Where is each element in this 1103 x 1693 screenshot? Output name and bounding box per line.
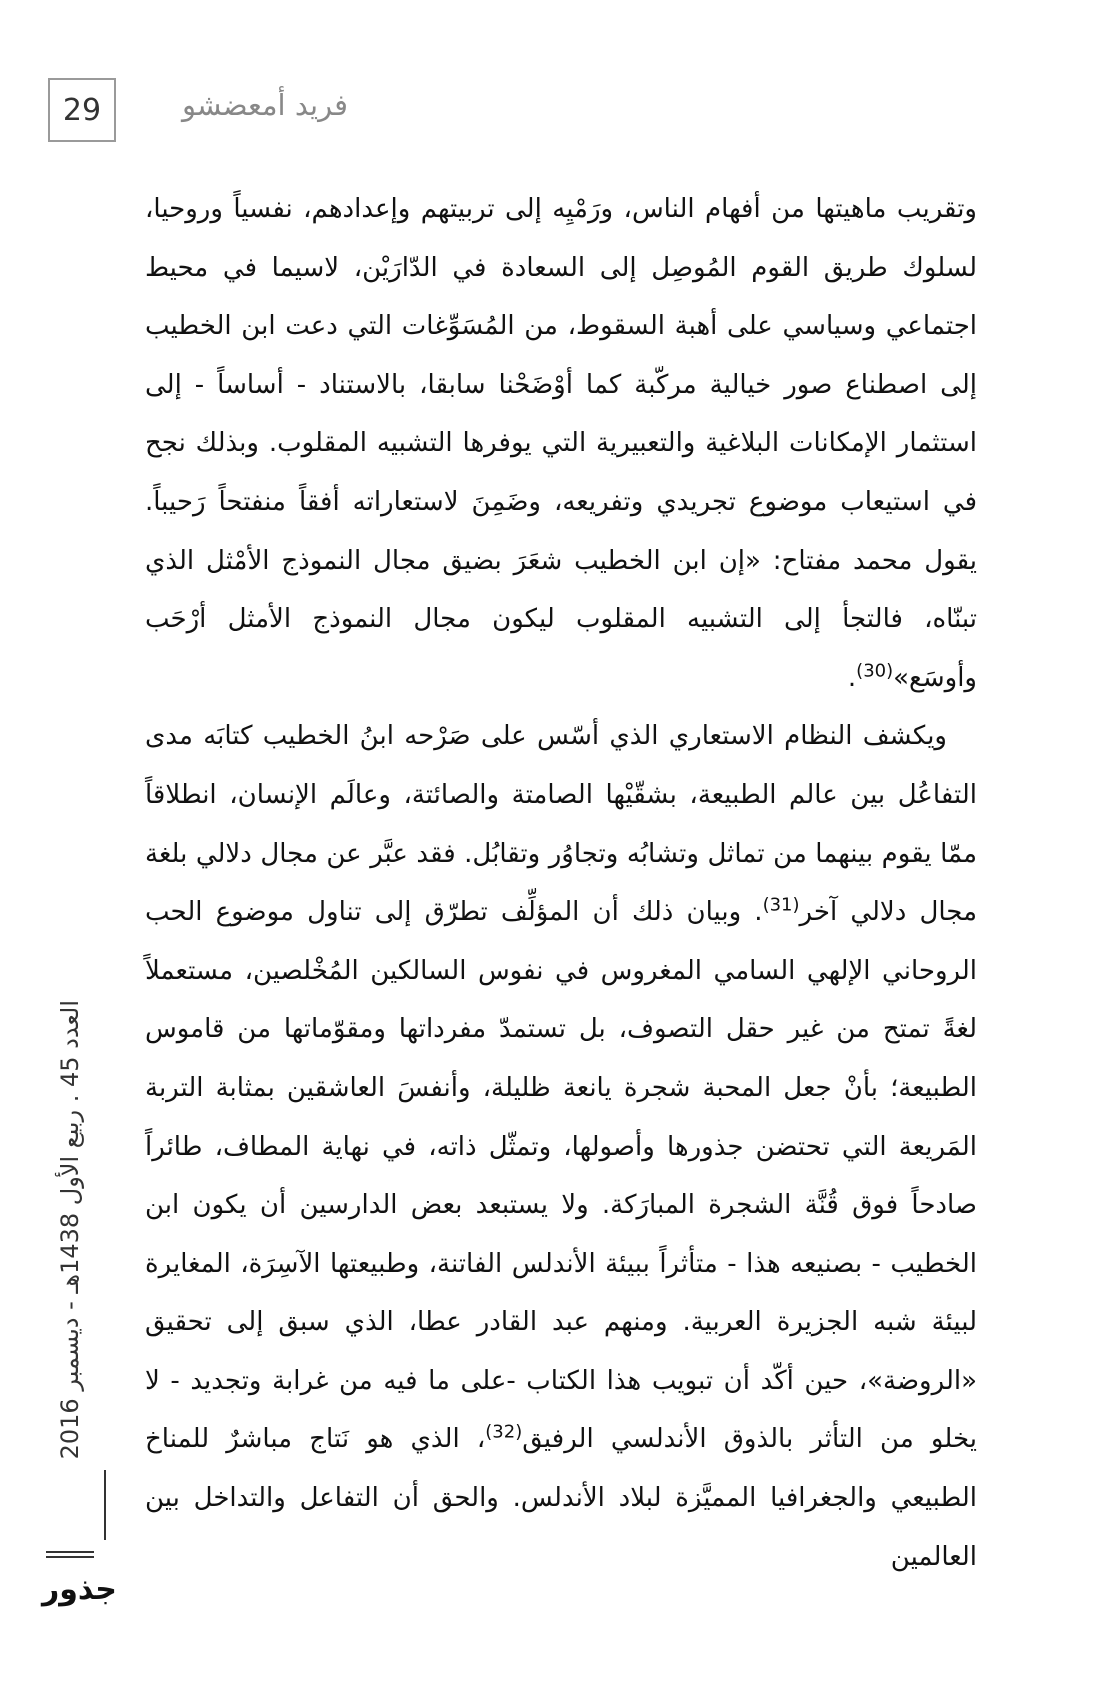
journal-logo: جذور — [42, 1572, 117, 1607]
paragraph — [145, 707, 977, 1586]
footnote-reference: (30) — [856, 660, 894, 682]
paragraph-text: ويكشف النظام الاستعاري الذي أسّس على صَرْحه ابنُ الخطيب كتابَه مدى التفاعُل بين عالم الطبيعة، بشقّيْها الصامتة والصائتة، وعالَم الإنسان، انطلاقاً ممّا يقوم بينهما من تماثل وتشابُه وتجاوُر وتقابُل. فقد عبَّر عن مجال دلالي بلغة مجال دلالي آخر — [145, 721, 977, 928]
side-margin — [46, 1000, 94, 1540]
paragraph-text: ، الذي هو نَتاج مباشرٌ للمناخ الطبيعي والجغرافيا المميَّزة لبلاد الأندلس. والحق أن التفاعل والتداخل بين العالمين — [145, 1424, 977, 1572]
paragraph-text: . — [847, 662, 857, 693]
divider — [46, 1551, 94, 1553]
footnote-reference: (32) — [485, 1421, 523, 1443]
article-body — [145, 180, 977, 1586]
divider — [104, 1470, 106, 1540]
footnote-reference: (31) — [762, 894, 800, 916]
page-number: 29 — [48, 78, 116, 142]
running-header-author: فريد أمعضشو — [182, 88, 348, 122]
paragraph-text: . وبيان ذلك أن المؤلِّف تطرّق إلى تناول موضوع الحب الروحاني الإلهي السامي المغروس في نفوس السالكين المُخْلصين، مستعملاً لغةً تمتح من غير حقل التصوف، بل تستمدّ مفرداتها ومقوّماتها من قاموس الطبيعة؛ بأنْ جعل المحبة شجرة يانعة ظليلة، وأنفسَ العاشقين بمثابة التربة المَريعة التي تحتضن جذورها وأصولها، وتمثّل ذاته، في نهاية المطاف، طائراً صادحاً فوق قُنَّة الشجرة المبارَكة. ولا يستبعد بعض الدارسين أن يكون ابن الخطيب - بصنيعه هذا - متأثراً ببيئة الأندلس الفاتنة، وطبيعتها الآسِرَة، المغايرة لبيئة شبه الجزيرة العربية. ومنهم عبد القادر عطا، الذي سبق إلى تحقيق «الروضة»، حين أكّد أن تبويب هذا الكتاب -على ما فيه من غرابة وتجديد - لا يخلو من التأثر بالذوق الأندلسي الرفيق — [145, 897, 977, 1455]
issue-info: العدد 45 . ربيع الأول 1438هـ - ديسمبر 2016 — [56, 1000, 84, 1460]
divider — [46, 1556, 94, 1558]
paragraph-text: وتقريب ماهيتها من أفهام الناس، ورَمْيِه إلى تربيتهم وإعدادهم، نفسياً وروحيا، لسلوك طريق القوم المُوصِل إلى السعادة في الدّارَيْن، لاسيما في محيط اجتماعي وسياسي على أهبة السقوط، من المُسَوِّغات التي دعت ابن الخطيب إلى اصطناع صور خيالية مركّبة كما أوْضَحْنا سابقا، بالاستناد - أساساً - إلى استثمار الإمكانات البلاغية والتعبيرية التي يوفرها التشبيه المقلوب. وبذلك نجح في استيعاب موضوع تجريدي وتفريعه، وضَمِنَ لاستعاراته أفقاً منفتحاً رَحيباً. يقول محمد مفتاح: «إن ابن الخطيب شعَرَ بضيق مجال النموذج الأمْثل الذي تبنّاه، فالتجأ إلى التشبيه المقلوب ليكون مجال النموذج الأمثل أرْحَب وأوسَع» — [145, 194, 977, 693]
paragraph — [145, 180, 977, 707]
